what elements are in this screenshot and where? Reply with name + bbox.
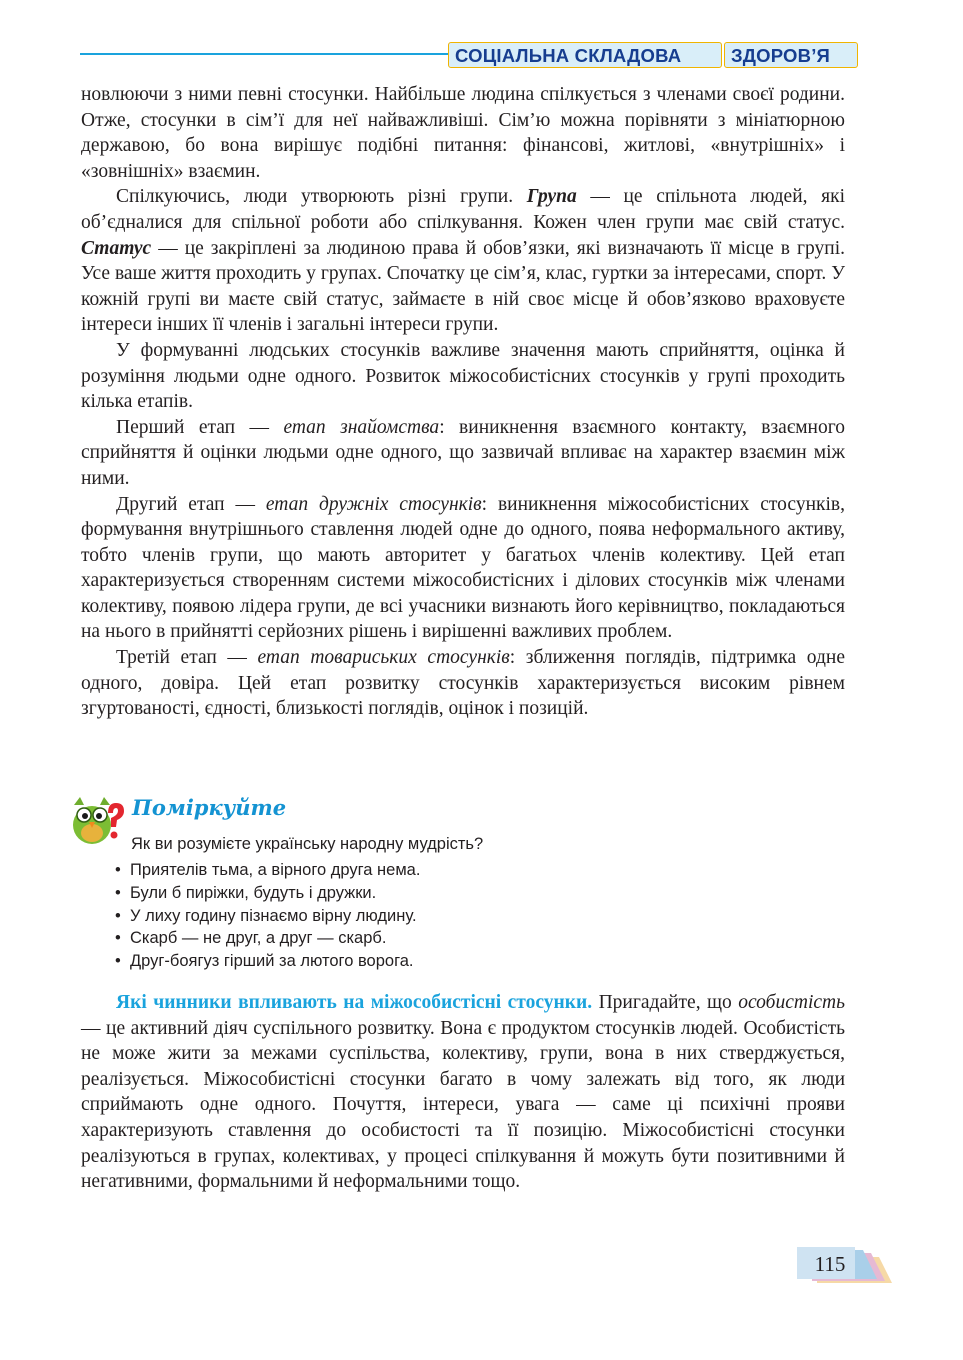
section-factors: [81, 990, 845, 1195]
paragraph-factors: [81, 990, 845, 1195]
section-heading: Які чинники впливають на міжособистісні стосунки.: [116, 992, 593, 1013]
list-item: [113, 905, 420, 928]
text-run: Пригадайте, що: [592, 992, 739, 1013]
list-item-text: У лиху годину пізнаємо вірну людину.: [130, 906, 417, 925]
bullet: •: [115, 952, 121, 971]
term-stage-2: етап дружніх стосунків: [265, 493, 482, 515]
text-run: Спілкуючись, люди утворюють різні групи.: [116, 186, 527, 208]
term-personality: особистість: [738, 992, 846, 1013]
list-item-text: Скарб — не друг, а друг — скарб.: [130, 929, 387, 948]
think-box-question: Як ви розумієте українську народну мудрість?: [131, 835, 484, 853]
bullet: •: [115, 929, 121, 948]
proverb-list: [113, 859, 420, 973]
bullet: •: [115, 883, 121, 902]
term-group: Група: [526, 186, 577, 208]
owl-question-icon: [70, 795, 124, 845]
text-run: : зближення поглядів, підтримка одне одного, довіра. Цей етап розвитку стосунків характеризується високим рівнем згуртованості, єдності, близькості поглядів, оцінок і позицій.: [81, 647, 846, 720]
list-item: [113, 927, 420, 950]
text-run: Другий етап —: [116, 493, 266, 515]
header-rule: [80, 53, 450, 55]
text-run: — це активний діяч суспільного розвитку. Вона є продуктом стосунків людей. Особистість не може жити за межами суспільства, колективу, групи, вона в них стверджується, реалізується. Міжособистісні стосунки багато в чому залежать від того, як люди сприймають одне одного. Почуття, інтереси, увага — саме ці психічні прояви характеризують ставлення до особистості та її позицію. Міжособистісні стосунки реалізуються в групах, колективах, у процесі спілкування й можуть бути позитивними й негативними, формальними й неформальними тощо.: [81, 1017, 845, 1193]
paragraph-2: [81, 184, 845, 338]
section-tab: СОЦІАЛЬНА СКЛАДОВА: [448, 42, 722, 68]
list-item-text: Приятелів тьма, а вірного друга нема.: [130, 861, 421, 879]
term-stage-1: етап знайомства: [283, 416, 440, 438]
paragraph-4: [81, 415, 845, 492]
text-run: Третій етап —: [116, 647, 258, 669]
paragraph-6: [81, 645, 845, 722]
list-item: [113, 859, 420, 882]
paragraph-3: У формуванні людських стосунків важливе значення мають сприйняття, оцінка й розуміння людьми одне одного. Розвиток міжособистісних стосунків у групі проходить кілька етапів.: [81, 339, 845, 413]
page-number: 115: [814, 1252, 846, 1276]
paragraph-1: новлюючи з ними певні стосунки. Найбільше людина спілкується з членами своєї родини. Отже, стосунки в сім’ї для неї найважливіші. Сім’ю можна порівняти з мініатюрною державою, бо вона вирішує подібні питання: фінансові, житлові, «внутрішніх» і «зовнішніх» взаємин.: [81, 84, 845, 182]
term-stage-3: етап товариських стосунків: [257, 647, 510, 669]
text-run: — це спільнота людей, які об’єдналися для спільної роботи або спілкування. Кожен член групи має свій статус.: [81, 186, 845, 233]
bullet: •: [115, 906, 121, 925]
list-item: [113, 950, 420, 973]
bullet: •: [115, 861, 121, 879]
text-run: — це закріплені за людиною права й обов’язки, які визначають її місце в групі. Усе ваше життя проходить у групах. Спочатку це сім’я, клас, гуртки за інтересами, спорт. У кожній групі ви маєте свій статус, займаєте в ній своє місце й обов’язково враховуєте інтереси інших її членів і загальні інтереси групи.: [81, 237, 845, 336]
paragraph-5: [81, 492, 845, 646]
term-status: Статус: [81, 237, 152, 259]
list-item: [113, 882, 420, 905]
area-tab: ЗДОРОВ’Я: [724, 42, 858, 68]
list-item-text: Були б пиріжки, будуть і дружки.: [130, 883, 377, 902]
main-text: [81, 82, 845, 722]
text-run: : виникнення взаємного контакту, взаємного сприйняття й оцінки людьми одне одного, що зазвичай впливає на характер взаємин між ними.: [81, 416, 845, 489]
text-run: : виникнення міжособистісних стосунків, формування внутрішнього ставлення людей одне до одного, поява неформального активу, тобто членів групи, що мають авторитет у багатьох членів колективу. Цей етап характеризується створенням системи міжособистісних і ділових стосунків між членами колективу, появою лідера групи, де всі учасники визнають його керівництво, покладаються на нього в прийнятті серйозних рішень і вирішенні важливих проблем.: [81, 493, 845, 643]
text-run: Перший етап —: [116, 416, 284, 438]
think-box-title: Поміркуйте: [132, 795, 287, 820]
list-item-text: Друг-боягуз гірший за лютого ворога.: [130, 952, 414, 971]
